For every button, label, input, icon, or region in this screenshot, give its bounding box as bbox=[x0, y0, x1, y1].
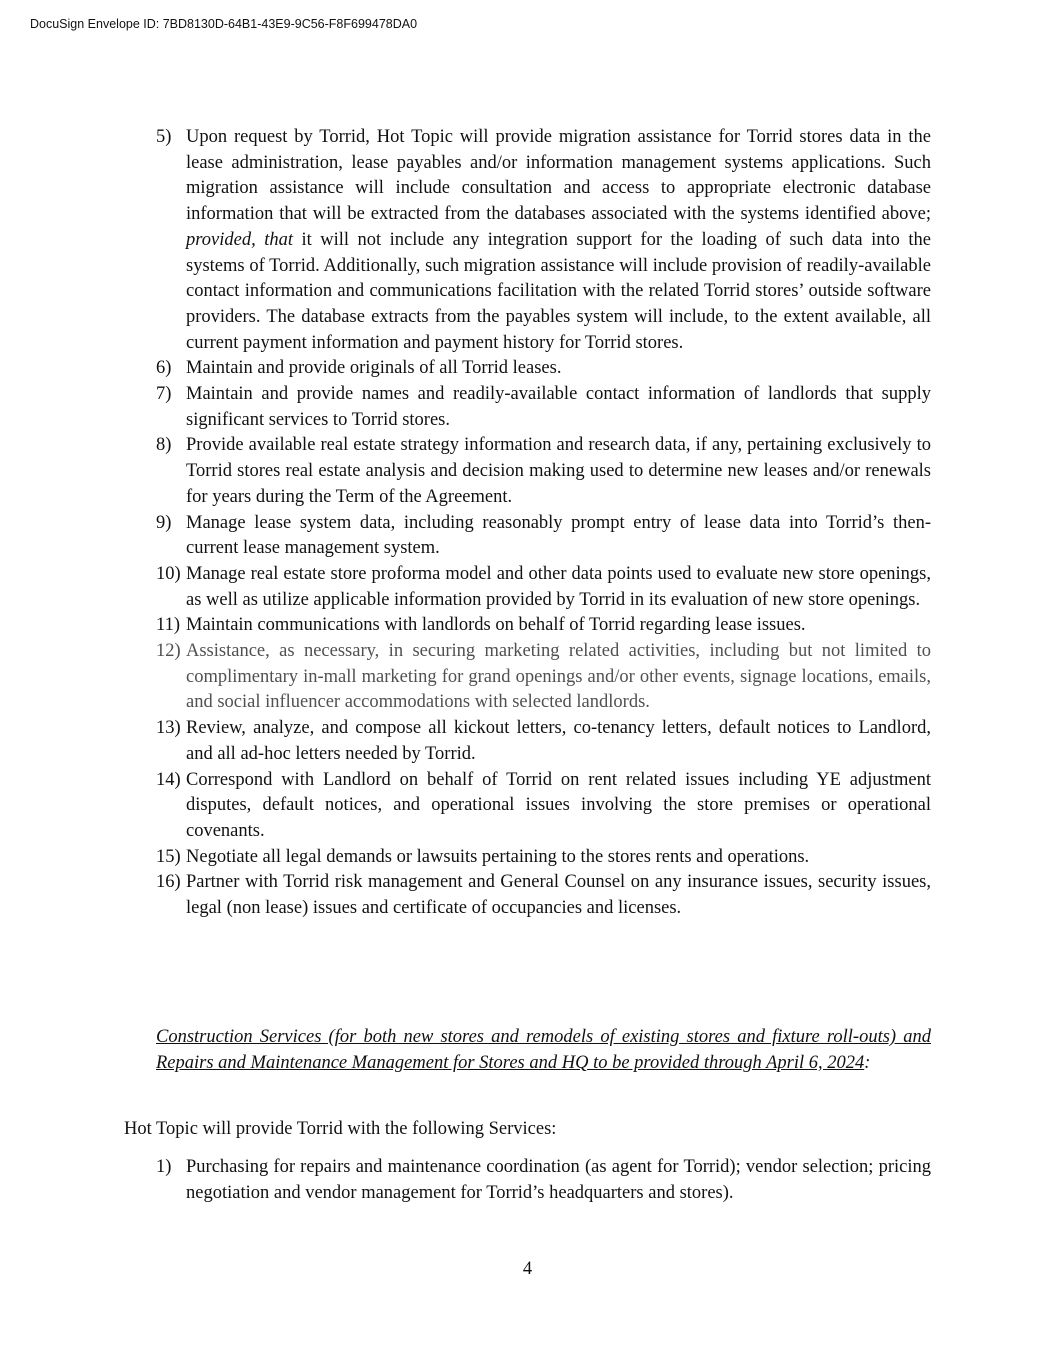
item-text: Correspond with Landlord on behalf of Torrid on rent related issues including YE adjustment disputes, default notices, and operational issues involving the store premises or operational covenants. bbox=[186, 769, 931, 841]
list-item-14 bbox=[156, 768, 931, 845]
item-number: 14) bbox=[156, 769, 181, 790]
item-number: 1) bbox=[156, 1157, 172, 1177]
list-item-10 bbox=[156, 562, 931, 613]
construction-services-list bbox=[156, 1155, 931, 1206]
list-item-11 bbox=[156, 613, 931, 639]
list-item-8 bbox=[156, 433, 931, 510]
page-number: 4 bbox=[522, 1259, 533, 1279]
item-number: 10) bbox=[156, 563, 181, 584]
item-number: 11) bbox=[156, 615, 180, 636]
item-text: Assistance, as necessary, in securing marketing related activities, including but not limited to complimentary in-mall marketing for grand openings and/or other events, signage locations, emails, and social influencer accommodations with selected landlords. bbox=[186, 641, 931, 713]
item-text: Negotiate all legal demands or lawsuits pertaining to the stores rents and operations. bbox=[186, 846, 810, 867]
item-text: Manage real estate store proforma model and other data points used to evaluate new store openings, as well as utilize applicable information provided by Torrid in its evaluation of new store openings. bbox=[186, 563, 931, 610]
item-text: Purchasing for repairs and maintenance coordination (as agent for Torrid); vendor selection; pricing negotiation and vendor management for Torrid’s headquarters and stores). bbox=[186, 1157, 931, 1203]
services-list bbox=[156, 125, 931, 922]
item-number: 12) bbox=[156, 641, 181, 662]
list-item-15 bbox=[156, 845, 931, 871]
envelope-id: DocuSign Envelope ID: 7BD8130D-64B1-43E9-9C56-F8F699478DA0 bbox=[30, 17, 418, 31]
item-text: Maintain and provide originals of all Torrid leases. bbox=[186, 358, 562, 379]
section-heading-colon: : bbox=[864, 1052, 871, 1073]
item-text: Manage lease system data, including reasonably prompt entry of lease data into Torrid’s then-current lease management system. bbox=[186, 512, 931, 559]
list-item-7 bbox=[156, 382, 931, 433]
list-item-5 bbox=[156, 125, 931, 356]
item-text: Upon request by Torrid, Hot Topic will provide migration assistance for Torrid stores data in the lease administration, lease payables and/or information management systems applications. Such migration assistance will include consultation and access to appropriate electronic database information that will be extracted from the databases associated with the systems identified above; bbox=[186, 127, 931, 225]
list-item-9 bbox=[156, 511, 931, 562]
item-emphasis: provided, that bbox=[186, 229, 293, 250]
list-item-1 bbox=[156, 1155, 931, 1206]
item-text: Review, analyze, and compose all kickout letters, co-tenancy letters, default notices to Landlord, and all ad-hoc letters needed by Torrid. bbox=[186, 718, 931, 764]
item-text-cont: it will not include any integration support for the loading of such data into the systems of Torrid. Additionally, such migration assistance will include provision of readily-available contact information and communications facilitation with the related Torrid stores’ outside software providers. The database extracts from the payables system will include, to the extent available, all current payment information and payment history for Torrid stores. bbox=[186, 229, 932, 353]
list-item-6 bbox=[156, 356, 931, 382]
item-number: 16) bbox=[156, 872, 181, 893]
item-text: Maintain communications with landlords on behalf of Torrid regarding lease issues. bbox=[186, 615, 806, 636]
item-number: 5) bbox=[156, 127, 172, 147]
list-item-12 bbox=[156, 639, 931, 716]
list-item-13 bbox=[156, 716, 931, 767]
item-text: Maintain and provide names and readily-available contact information of landlords that supply significant services to Torrid stores. bbox=[186, 384, 931, 430]
section-heading-text: Construction Services (for both new stores and remodels of existing stores and fixture roll-outs) and Repairs and Maintenance Management for Stores and HQ to be provided through April 6, 2024 bbox=[156, 1027, 931, 1073]
item-number: 13) bbox=[156, 718, 181, 739]
item-number: 9) bbox=[156, 512, 172, 533]
intro-text: Hot Topic will provide Torrid with the following Services: bbox=[124, 1119, 557, 1139]
list-item-16 bbox=[156, 870, 931, 921]
item-number: 15) bbox=[156, 846, 181, 867]
item-number: 6) bbox=[156, 358, 172, 379]
item-text: Partner with Torrid risk management and General Counsel on any insurance issues, security issues, legal (non lease) issues and certificate of occupancies and licenses. bbox=[186, 872, 931, 919]
item-text: Provide available real estate strategy information and research data, if any, pertaining exclusively to Torrid stores real estate analysis and decision making used to determine new leases and/or renewals for years during the Term of the Agreement. bbox=[186, 435, 931, 507]
section-heading bbox=[156, 1025, 931, 1076]
item-number: 7) bbox=[156, 384, 172, 405]
item-number: 8) bbox=[156, 435, 172, 456]
